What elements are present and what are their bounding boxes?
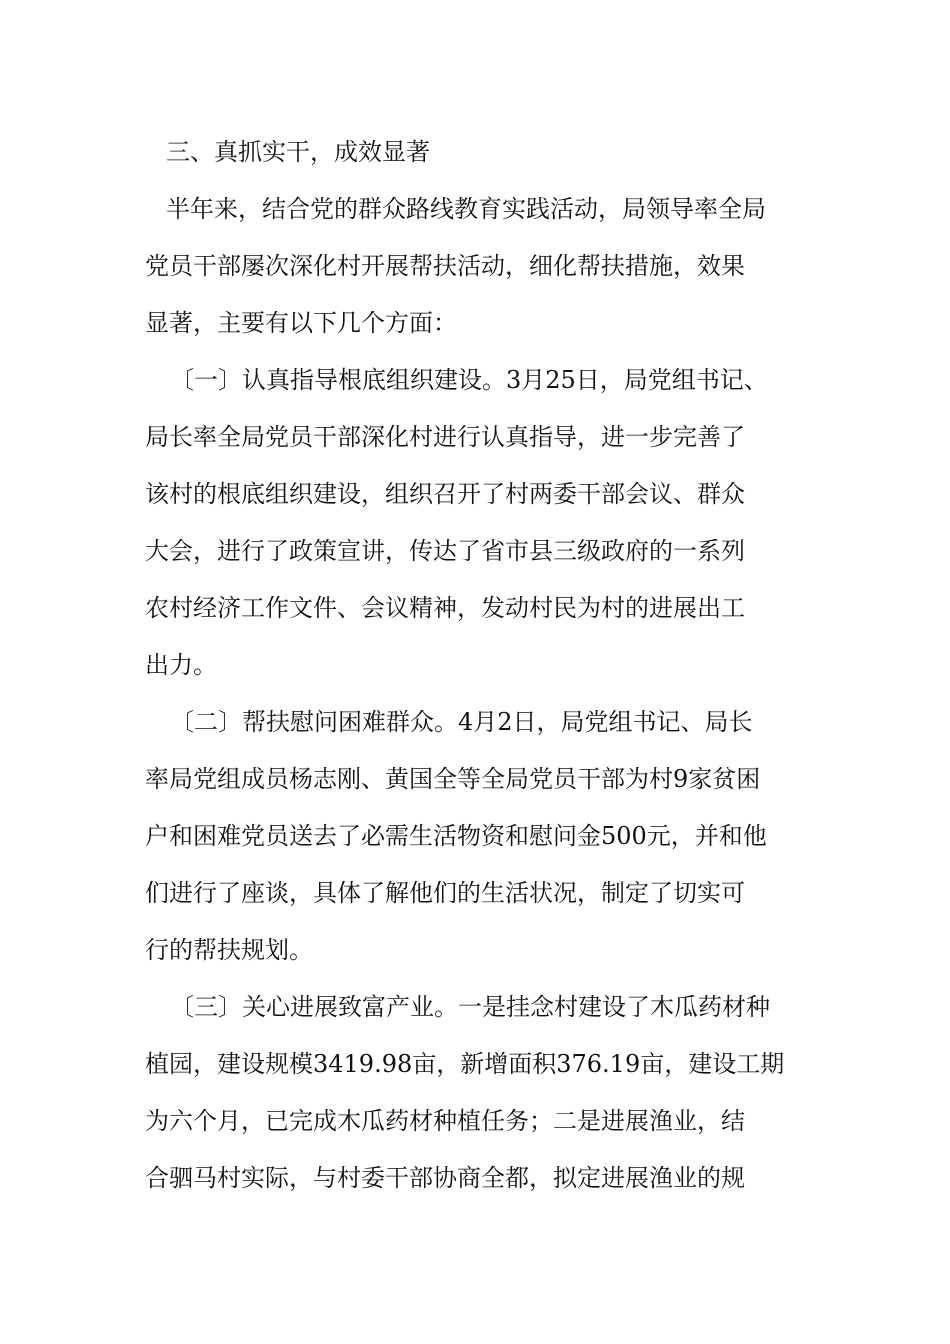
section1-line-4: 大会，进行了政策宣讲，传达了省市县三级政府的一系列 [145,537,745,565]
paragraph-line [0,987,950,1027]
paragraph-line [0,531,950,571]
paragraph-line [0,702,950,742]
section2-line-2: 率局党组成员杨志刚、黄国全等全局党员干部为村9家贫困 [145,765,761,793]
paragraph-line [0,1158,950,1198]
section1-line-5: 农村经济工作文件、会议精神，发动村民为村的进展出工 [145,594,745,622]
paragraph-line [0,1044,950,1084]
paragraph-line [0,873,950,913]
section3-line-1: 〔三〕关心进展致富产业。一是挂念村建设了木瓜药材种 [170,993,770,1021]
section2-line-4: 们进行了座谈，具体了解他们的生活状况，制定了切实可 [145,879,745,907]
section3-line-2: 植园，建设规模3419.98亩，新增面积376.19亩，建设工期 [145,1050,785,1078]
section1-line-6: 出力。 [145,651,217,679]
paragraph-line [0,588,950,628]
paragraph-line [0,645,950,685]
section1-line-3: 该村的根底组织建设，组织召开了村两委干部会议、群众 [145,480,745,508]
section2-line-5: 行的帮扶规划。 [145,936,313,964]
paragraph-line [0,417,950,457]
intro-line-2: 党员干部屡次深化村开展帮扶活动，细化帮扶措施，效果 [145,252,745,280]
paragraph-line [0,246,950,286]
paragraph-line [0,474,950,514]
intro-line-3: 显著，主要有以下几个方面： [145,309,457,337]
paragraph-line [0,930,950,970]
section3-line-3: 为六个月，已完成木瓜药材种植任务；二是进展渔业，结 [145,1107,745,1135]
section2-line-3: 户和困难党员送去了必需生活物资和慰问金500元，并和他 [145,822,767,850]
section2-line-1: 〔二〕帮扶慰问困难群众。4月2日，局党组书记、局长 [170,708,753,736]
paragraph-line [0,759,950,799]
section-heading [0,132,950,172]
section1-line-2: 局长率全局党员干部深化村进行认真指导，进一步完善了 [145,423,745,451]
paragraph-line [0,816,950,856]
intro-line-1: 半年来，结合党的群众路线教育实践活动，局领导率全局 [166,195,766,223]
section1-line-1: 〔一〕认真指导根底组织建设。3月25日，局党组书记、 [170,366,768,394]
paragraph-line [0,303,950,343]
paragraph-line [0,1101,950,1141]
section3-line-4: 合驷马村实际，与村委干部协商全都，拟定进展渔业的规 [145,1164,745,1192]
paragraph-line [0,189,950,229]
paragraph-line [0,360,950,400]
section-heading-text: 三、真抓实干，成效显著 [166,138,430,166]
